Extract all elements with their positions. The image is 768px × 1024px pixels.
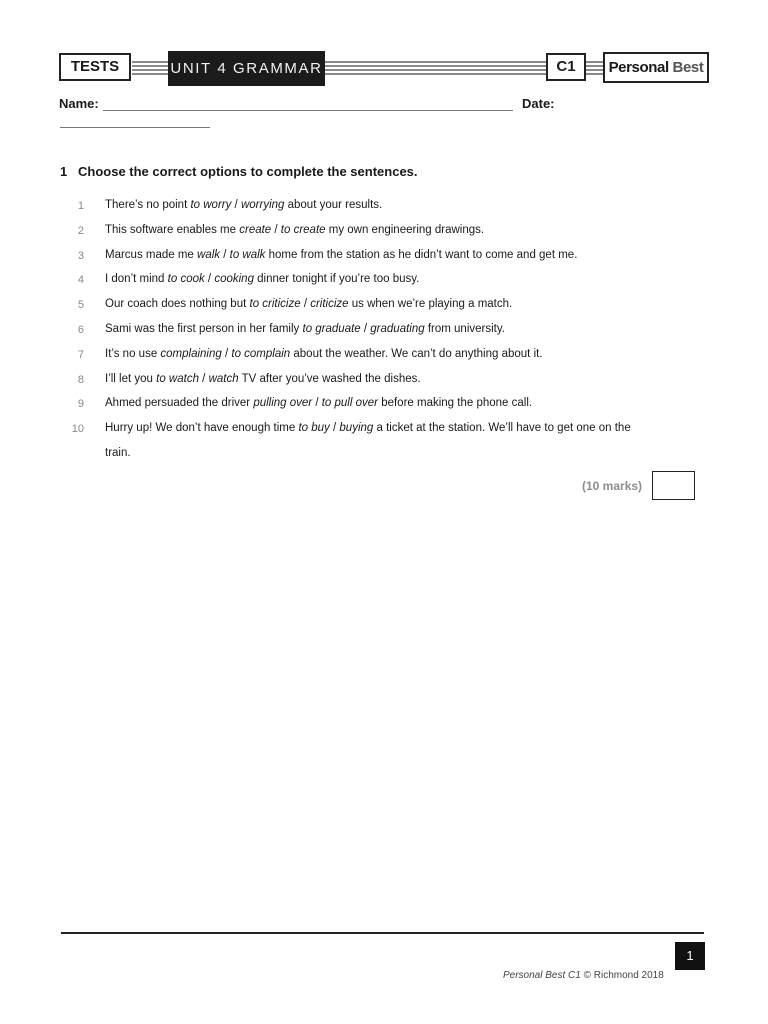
option-b[interactable]: graduating — [370, 323, 425, 335]
option-a[interactable]: complaining — [160, 348, 222, 360]
footer-copyright-text: © Richmond 2018 — [580, 970, 664, 981]
name-label: Name: — [59, 96, 99, 111]
option-a[interactable]: to cook — [167, 273, 205, 285]
option-b[interactable]: to pull over — [321, 397, 378, 409]
date-label: Date: — [522, 96, 555, 111]
question-text-before: Hurry up! We don’t have enough time — [105, 422, 299, 434]
brand-second: Best — [672, 59, 704, 76]
question-1-text — [105, 199, 382, 211]
question-7-text — [105, 348, 543, 360]
question-text-after: about your results. — [284, 199, 383, 211]
option-a[interactable]: to graduate — [302, 323, 361, 335]
question-2-text — [105, 224, 484, 236]
marks-label: (10 marks) — [582, 479, 643, 493]
question-number: 10 — [71, 423, 84, 435]
option-separator: / — [198, 373, 209, 385]
option-separator: / — [312, 397, 322, 409]
question-text-before: Sami was the first person in her family — [105, 323, 303, 335]
question-text-before: There’s no point — [105, 199, 191, 211]
question-number: 6 — [77, 324, 84, 336]
question-number: 1 — [77, 200, 84, 212]
option-a[interactable]: create — [239, 224, 272, 236]
option-separator: / — [220, 249, 230, 261]
question-text-after: before making the phone call. — [378, 397, 533, 409]
question-text-before: Our coach does nothing but — [105, 298, 250, 310]
option-separator: / — [300, 298, 311, 310]
option-separator: / — [360, 323, 371, 335]
option-b[interactable]: to walk — [229, 249, 266, 261]
question-text-before: I don’t mind — [105, 273, 168, 285]
option-separator: / — [329, 422, 340, 434]
page-number: 1 — [675, 942, 705, 970]
footer-rule — [61, 932, 704, 934]
question-3-text — [105, 249, 577, 261]
option-b[interactable]: to create — [280, 224, 326, 236]
question-text-after: dinner tonight if you’re too busy. — [253, 273, 420, 285]
option-separator: / — [204, 273, 215, 285]
option-a[interactable]: to criticize — [249, 298, 301, 310]
exercise-number: 1 — [60, 164, 68, 179]
question-text-before: It’s no use — [105, 348, 161, 360]
name-field-line[interactable] — [103, 110, 513, 111]
option-b[interactable]: watch — [208, 373, 239, 385]
option-a[interactable]: to buy — [298, 422, 330, 434]
question-number: 2 — [77, 225, 84, 237]
question-5-text — [105, 298, 512, 310]
question-text-after: home from the station as he didn’t want to come and get me. — [265, 249, 578, 261]
unit-title: UNIT 4 GRAMMAR — [168, 51, 325, 86]
question-text-after: us when we’re playing a match. — [348, 298, 513, 310]
question-4-text — [105, 273, 419, 285]
option-b[interactable]: cooking — [214, 273, 254, 285]
question-number: 8 — [77, 374, 84, 386]
option-a[interactable]: to worry — [190, 199, 232, 211]
exercise-heading — [60, 164, 418, 179]
question-text-before: Ahmed persuaded the driver — [105, 397, 254, 409]
level-badge: C1 — [546, 53, 586, 81]
tests-label: TESTS — [59, 53, 131, 81]
question-number: 5 — [77, 299, 84, 311]
brand-first: Personal — [608, 59, 669, 76]
question-text-before: This software enables me — [105, 224, 240, 236]
question-text-after: from university. — [424, 323, 505, 335]
exercise-instruction: Choose the correct options to complete the sentences. — [78, 164, 418, 179]
option-b[interactable]: worrying — [240, 199, 285, 211]
option-b[interactable]: to complain — [231, 348, 291, 360]
option-a[interactable]: pulling over — [253, 397, 313, 409]
option-separator: / — [221, 348, 232, 360]
question-10-text — [105, 422, 631, 434]
option-a[interactable]: walk — [197, 249, 221, 261]
question-text-before: Marcus made me — [105, 249, 198, 261]
question-10-continuation: train. — [105, 447, 131, 459]
question-text-after: TV after you’ve washed the dishes. — [238, 373, 421, 385]
question-number: 7 — [77, 349, 84, 361]
question-text-before: I’ll let you — [105, 373, 157, 385]
question-number: 3 — [77, 250, 84, 262]
question-9-text — [105, 397, 532, 409]
question-number: 4 — [77, 274, 84, 286]
date-field-line[interactable] — [60, 127, 210, 128]
option-separator: / — [231, 199, 241, 211]
question-8-text — [105, 373, 421, 385]
option-separator: / — [271, 224, 281, 236]
brand-logo — [603, 52, 709, 83]
question-text-after: my own engineering drawings. — [325, 224, 485, 236]
footer-copyright — [503, 970, 664, 981]
option-a[interactable]: to watch — [156, 373, 199, 385]
marks-box[interactable] — [652, 471, 695, 500]
question-number: 9 — [77, 398, 84, 410]
footer-book-title: Personal Best C1 — [503, 970, 581, 981]
option-b[interactable]: buying — [339, 422, 374, 434]
question-text-after: about the weather. We can’t do anything about it. — [290, 348, 543, 360]
question-6-text — [105, 323, 505, 335]
option-b[interactable]: criticize — [310, 298, 349, 310]
question-text-after: a ticket at the station. We’ll have to get one on the — [373, 422, 631, 434]
